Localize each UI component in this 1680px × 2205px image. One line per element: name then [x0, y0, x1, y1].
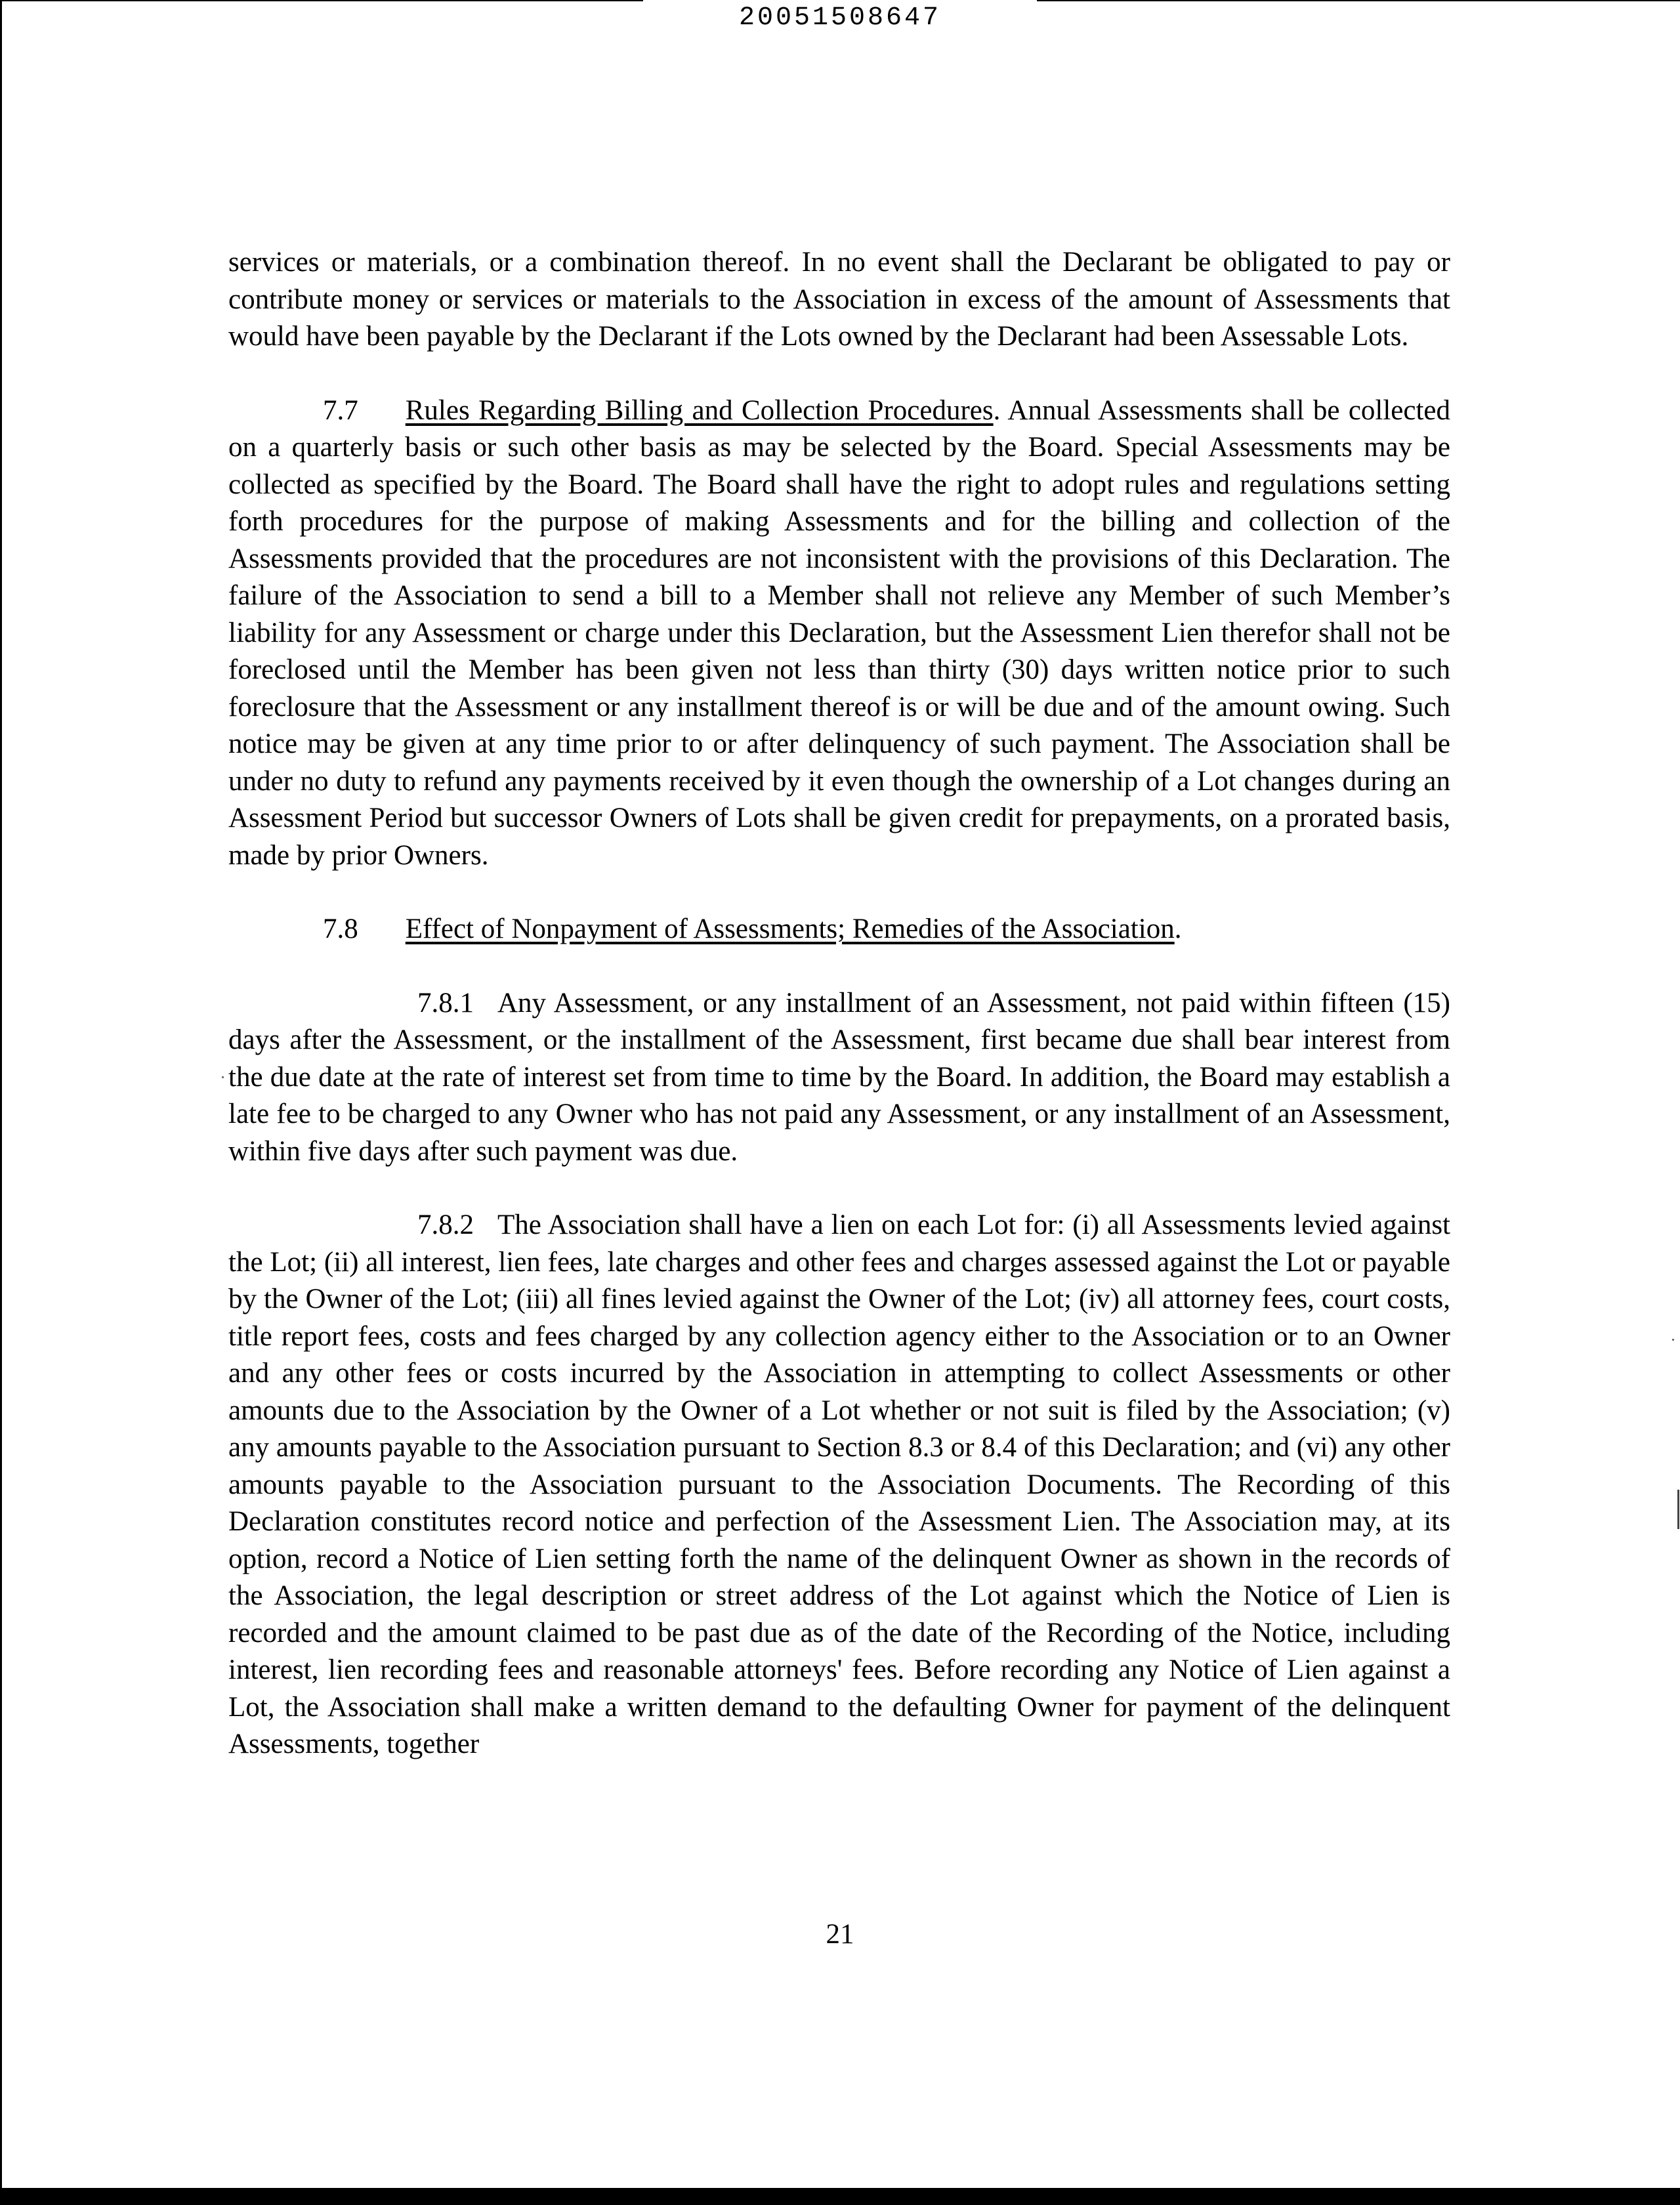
section-7-8-title: Effect of Nonpayment of Assessments; Remedies of the Association — [405, 914, 1175, 944]
document-id-number: 20051508647 — [738, 3, 942, 33]
page-number: 21 — [826, 1919, 854, 1950]
scan-edge-right-mark — [1677, 1490, 1679, 1529]
section-7-8-number: 7.8 — [323, 914, 358, 944]
scan-edge-bottom — [0, 2188, 1680, 2205]
section-7-8-2-body: The Association shall have a lien on each Lot for: (i) all Assessments levied against the Lot; (ii) all interest, lien fees, late charges and other fees and charges assessed against the Lot or payable by the Owner of the Lot; (iii) all fines levied against the Owner of the Lot; (iv) all attorney fees, court costs, title report fees, costs and fees charged by any collection agency either to the Association or to an Owner and any other fees or costs incurred by the Association in attempting to collect Assessments or other amounts due to the Association by the Owner of a Lot whether or not suit is filed by the Association; (v) any amounts payable to the Association pursuant to Section 8.3 or 8.4 of this Declaration; and (vi) any other amounts payable to the Association pursuant to the Association Documents. The Recording of this Declaration constitutes record notice and perfection of the Assessment Lien. The Association may, at its option, record a Notice of Lien setting forth the name of the delinquent Owner as shown in the records of the Association, the legal description or street address of the Lot against which the Notice of Lien is recorded and the amount claimed to be past due as of the date of the Recording of the Notice, including interest, lien recording fees and reasonable attorneys' fees. Before recording any Notice of Lien against a Lot, the Association shall make a written demand to the defaulting Owner for payment of the delinquent Assessments, together — [228, 1209, 1450, 1759]
section-7-7-title: Rules Regarding Billing and Collection Procedures — [405, 394, 994, 426]
section-7-8: 7.8 Effect of Nonpayment of Assessments; Remedies of the Association. — [323, 914, 1182, 944]
document-body — [228, 244, 1450, 1800]
scan-edge-top-right — [1037, 0, 1680, 1]
scan-edge-left — [0, 0, 2, 2205]
scan-edge-top-left — [0, 0, 643, 1]
section-7-7: 7.7 Rules Regarding Billing and Collection Procedures. Annual Assessments shall be collected on a quarterly basis or such other basis as may be selected by the Board. Special Assessments may be collected as specified by the Board. The Board shall have the right to adopt rules and regulations setting forth procedures for the purpose of making Assessments and for the billing and collection of the Assessments provided that the procedures are not inconsistent with the provisions of this Declaration. The failure of the Association to send a bill to a Member shall not relieve any Member of such Member’s liability for any Assessment or charge under this Declaration, but the Assessment Lien therefor shall not be foreclosed until the Member has been given not less than thirty (30) days written notice prior to such foreclosure that the Assessment or any installment thereof is or will be due and of the amount owing. Such notice may be given at any time prior to or after delinquency of such payment. The Association shall be under no duty to refund any payments received by it even though the ownership of a Lot changes during an Assessment Period but successor Owners of Lots shall be given credit for prepayments, on a prorated basis, made by prior Owners. — [228, 394, 1450, 871]
section-7-8-1-body: Any Assessment, or any installment of an Assessment, not paid within fifteen (15) days after the Assessment, or the installment of the Assessment, first became due shall bear interest from the due date at the rate of interest set from time to time by the Board. In addition, the Board may establish a late fee to be charged to any Owner who has not paid any Assessment, or any installment of an Assessment, within five days after such payment was due. — [228, 987, 1450, 1167]
section-7-7-body: Annual Assessments shall be collected on a quarterly basis or such other basis as may be selected by the Board. Special Assessments may be collected as specified by the Board. The Board shall have the right to adopt rules and regulations setting forth procedures for the purpose of making Assessments and for the billing and collection of the Assessments provided that the procedures are not inconsistent with the provisions of this Declaration. The failure of the Association to send a bill to a Member shall not relieve any Member of such Member’s liability for any Assessment or charge under this Declaration, but the Assessment Lien therefor shall not be foreclosed until the Member has been given not less than thirty (30) days written notice prior to such foreclosure that the Assessment or any installment thereof is or will be due and of the amount owing. Such notice may be given at any time prior to or after delinquency of such payment. The Association shall be under no duty to refund any payments received by it even though the ownership of a Lot changes during an Assessment Period but successor Owners of Lots shall be given credit for prepayments, on a prorated basis, made by prior Owners. — [228, 394, 1450, 871]
paragraph-intro: services or materials, or a combination thereof. In no event shall the Declarant be obligated to pay or contribute money or services or materials to the Association in excess of the amount of Assessments that would have been payable by the Declarant if the Lots owned by the Declarant had been Assessable Lots. — [228, 247, 1450, 352]
section-7-8-1-number: 7.8.1 — [417, 987, 474, 1018]
scan-speck — [222, 1076, 224, 1078]
section-7-7-number: 7.7 — [323, 394, 358, 426]
scan-speck — [1672, 1339, 1674, 1341]
section-7-8-2-number: 7.8.2 — [417, 1209, 474, 1240]
section-7-8-1 — [228, 985, 1450, 1171]
section-7-8-2 — [228, 1207, 1450, 1763]
